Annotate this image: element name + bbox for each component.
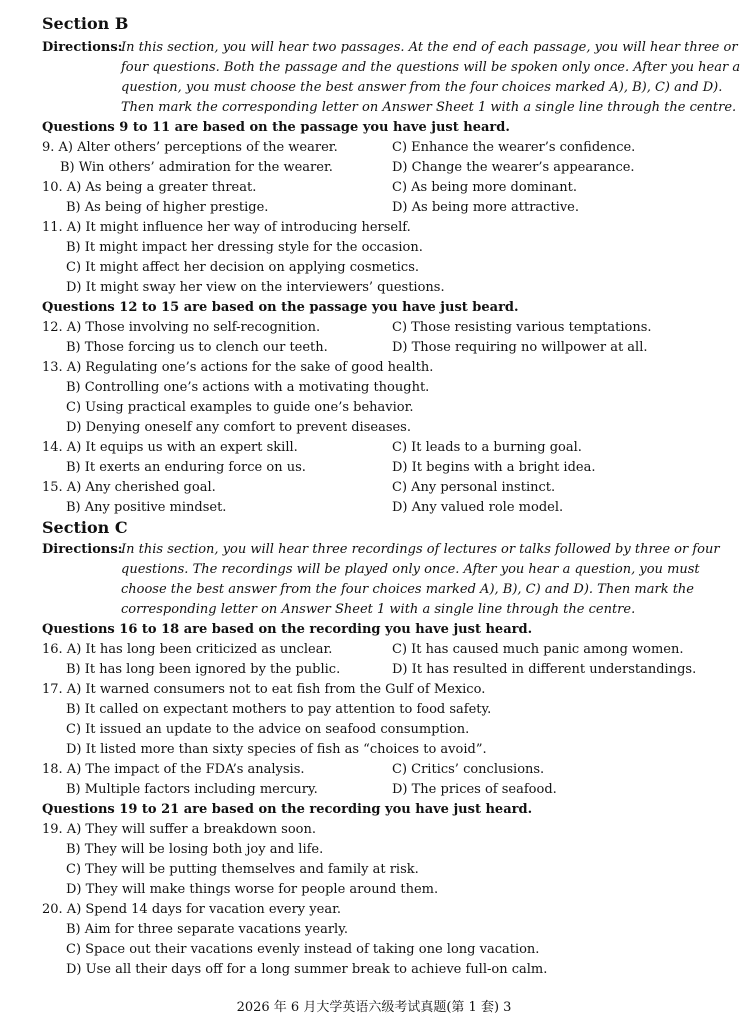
q10-option-b: B) As being of higher prestige. (66, 200, 269, 215)
q14-option-a: 14. A) It equips us with an expert skill. (42, 440, 298, 455)
q20-option-b: B) Aim for three separate vacations yearly. (66, 922, 348, 937)
q20-option-c: C) Space out their vacations evenly instead of taking one long vacation. (66, 942, 540, 957)
question-group-heading: Questions 9 to 11 are based on the passage you have just heard. (42, 120, 510, 135)
q14-option-b: B) It exerts an enduring force on us. (66, 460, 306, 475)
q12-option-d: D) Those requiring no willpower at all. (392, 340, 648, 355)
q19-option-b: B) They will be losing both joy and life. (66, 842, 324, 857)
q12-option-c: C) Those resisting various temptations. (392, 320, 652, 335)
q17-option-c: C) It issued an update to the advice on seafood consumption. (66, 722, 470, 737)
section-b-directions-line: Then mark the corresponding letter on Answer Sheet 1 with a single line through the centre. (121, 100, 737, 115)
q13-option-d: D) Denying oneself any comfort to prevent diseases. (66, 420, 411, 435)
q13-option-b: B) Controlling one’s actions with a motivating thought. (66, 380, 430, 395)
q10-option-c: C) As being more dominant. (392, 180, 578, 195)
q11-option-a: 11. A) It might influence her way of introducing herself. (42, 220, 411, 235)
q15-option-c: C) Any personal instinct. (392, 480, 556, 495)
q11-option-b: B) It might impact her dressing style for the occasion. (66, 240, 423, 255)
q20-option-d: D) Use all their days off for a long summer break to achieve full-on calm. (66, 962, 548, 977)
section-b-title: Section B (42, 14, 129, 33)
section-c-directions-line: In this section, you will hear three recordings of lectures or talks followed by three or four (121, 542, 720, 557)
q18-option-a: 18. A) The impact of the FDA’s analysis. (42, 762, 305, 777)
q9-option-d: D) Change the wearer’s appearance. (392, 160, 635, 175)
q17-option-d: D) It listed more than sixty species of fish as “choices to avoid”. (66, 742, 487, 757)
question-group-heading: Questions 16 to 18 are based on the recording you have just heard. (42, 622, 533, 637)
q17-option-b: B) It called on expectant mothers to pay attention to food safety. (66, 702, 492, 717)
q13-option-c: C) Using practical examples to guide one’s behavior. (66, 400, 414, 415)
q16-option-b: B) It has long been ignored by the public. (66, 662, 341, 677)
question-group-heading: Questions 12 to 15 are based on the passage you have just beard. (42, 300, 519, 315)
page-footer: 2026 年 6 月大学英语六级考试真题(第 1 套) 3 (236, 1000, 512, 1015)
q16-option-c: C) It has caused much panic among women. (392, 642, 684, 657)
q9-option-b: B) Win others’ admiration for the wearer. (60, 160, 333, 175)
q15-option-a: 15. A) Any cherished goal. (42, 480, 216, 495)
q18-option-c: C) Critics’ conclusions. (392, 762, 545, 777)
section-b-directions-label: Directions: (42, 40, 123, 55)
q16-option-a: 16. A) It has long been criticized as unclear. (42, 642, 333, 657)
section-b-directions-line: In this section, you will hear two passages. At the end of each passage, you will hear three or (121, 40, 738, 55)
q13-option-a: 13. A) Regulating one’s actions for the sake of good health. (42, 360, 434, 375)
q14-option-c: C) It leads to a burning goal. (392, 440, 582, 455)
section-c-directions-label: Directions: (42, 542, 123, 557)
q15-option-d: D) Any valued role model. (392, 500, 564, 515)
q18-option-b: B) Multiple factors including mercury. (66, 782, 318, 797)
section-c-directions-line: corresponding letter on Answer Sheet 1 with a single line through the centre. (121, 602, 636, 617)
q19-option-d: D) They will make things worse for people around them. (66, 882, 439, 897)
q16-option-d: D) It has resulted in different understandings. (392, 662, 697, 677)
q10-option-d: D) As being more attractive. (392, 200, 580, 215)
q20-option-a: 20. A) Spend 14 days for vacation every year. (42, 902, 341, 917)
q18-option-d: D) The prices of seafood. (392, 782, 557, 797)
q17-option-a: 17. A) It warned consumers not to eat fish from the Gulf of Mexico. (42, 682, 486, 697)
section-b-directions-line: question, you must choose the best answer from the four choices marked A), B), C) and D). (121, 80, 723, 95)
q14-option-d: D) It begins with a bright idea. (392, 460, 596, 475)
q9-option-c: C) Enhance the wearer’s confidence. (392, 140, 636, 155)
q12-option-b: B) Those forcing us to clench our teeth. (66, 340, 328, 355)
question-group-heading: Questions 19 to 21 are based on the recording you have just heard. (42, 802, 533, 817)
section-b-directions-line: four questions. Both the passage and the questions will be spoken only once. After you hear a (121, 60, 741, 75)
q12-option-a: 12. A) Those involving no self-recognition. (42, 320, 321, 335)
q11-option-c: C) It might affect her decision on applying cosmetics. (66, 260, 419, 275)
q10-option-a: 10. A) As being a greater threat. (42, 180, 257, 195)
q9-option-a: 9. A) Alter others’ perceptions of the wearer. (42, 140, 338, 155)
section-c-title: Section C (42, 518, 128, 537)
section-c-directions-line: choose the best answer from the four choices marked A), B), C) and D). Then mark the (121, 582, 694, 597)
q19-option-a: 19. A) They will suffer a breakdown soon. (42, 822, 317, 837)
section-c-directions-line: questions. The recordings will be played only once. After you hear a question, you must (121, 562, 700, 577)
q15-option-b: B) Any positive mindset. (66, 500, 227, 515)
q11-option-d: D) It might sway her view on the interviewers’ questions. (66, 280, 445, 295)
q19-option-c: C) They will be putting themselves and family at risk. (66, 862, 419, 877)
